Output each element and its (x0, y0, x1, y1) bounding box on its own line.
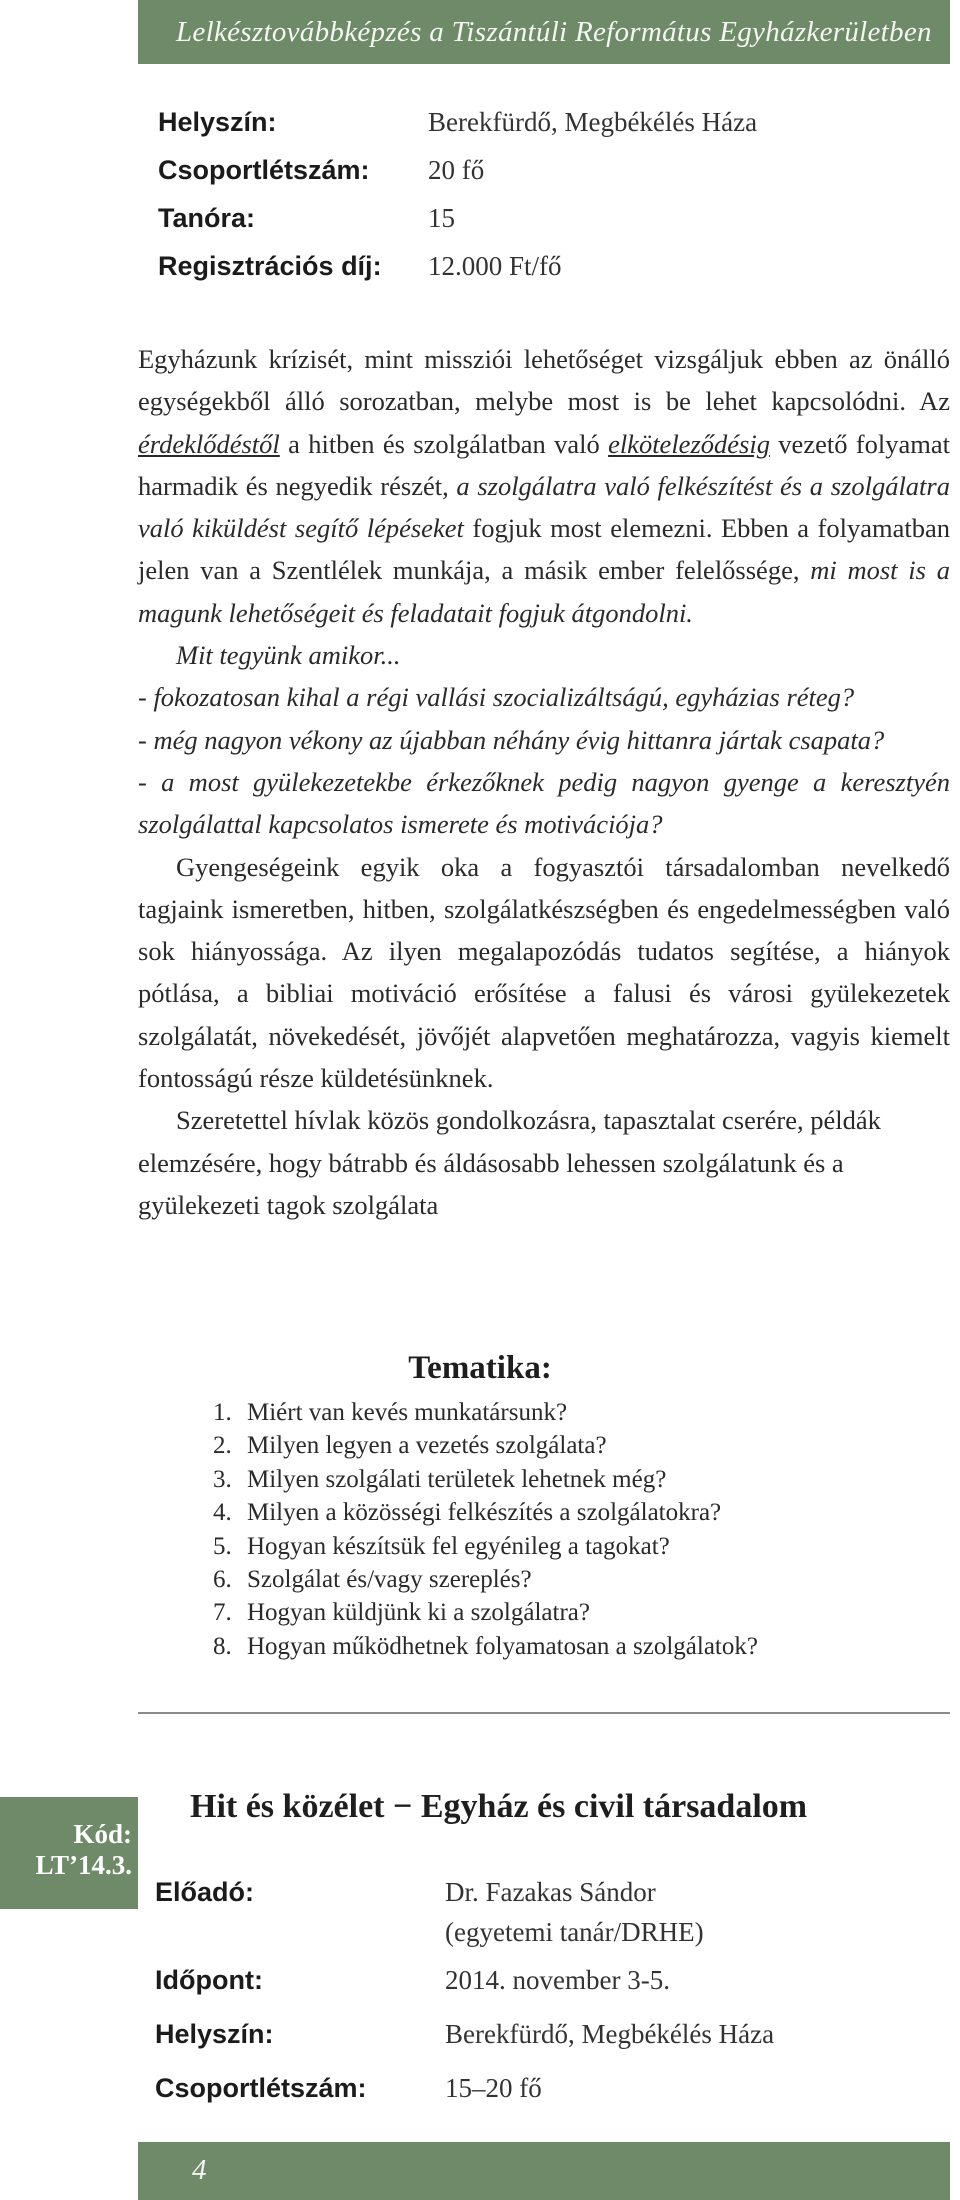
question-1: - fokozatosan kihal a régi vallási szocializáltságú, egyházias réteg? (138, 682, 855, 713)
fee-value: 12.000 Ft/fő (428, 251, 562, 281)
header-band (138, 0, 950, 64)
fee-label: Regisztrációs díj: (158, 251, 382, 281)
hours-row (158, 194, 757, 242)
list-item-number: 6. (213, 1566, 232, 1594)
group-size-value: 20 fő (428, 155, 485, 185)
questions-intro: Mit tegyünk amikor... (176, 640, 401, 671)
list-item (213, 1429, 758, 1462)
list-item-number: 5. (213, 1532, 232, 1560)
page-number: 4 (192, 2154, 207, 2186)
course-group-value: 15–20 fő (445, 2073, 542, 2103)
course-code-label: Kód: (73, 1819, 132, 1849)
list-item (213, 1530, 758, 1563)
list-item (213, 1596, 758, 1629)
invitation-paragraph: Szeretettel hívlak közös gondolkozásra, tapasztalat cserére, példák elemzésére, hogy bátrabb és áldásosabb lehessen szolgálatunk és a gyülekezeti tagok szolgálata (138, 1105, 881, 1220)
event-info-table (158, 98, 757, 290)
intro-emphasis-steps: a szolgálatra való felkészítést és a szolgálatra való kiküldést segítő lépéseket (138, 470, 950, 544)
presenter-row (155, 1872, 774, 1952)
presenter-label: Előadó: (155, 1877, 254, 1907)
date-value: 2014. november 3-5. (445, 1965, 670, 1995)
header-title: Lelkésztovábbképzés a Tiszántúli Református Egyházkerületben (176, 16, 932, 48)
date-row (155, 1960, 774, 2000)
list-item-number: 7. (213, 1599, 232, 1627)
list-item-number: 3. (213, 1465, 232, 1493)
intro-text-g: fogjuk most elemezni. Ebben a folyamatban jelen van a Szentlélek munkája, a másik ember felelőssége, (138, 513, 950, 586)
intro-text-e: vezető folyamat harmadik és negyedik részét, (138, 428, 950, 501)
topics-list (213, 1396, 758, 1663)
intro-emphasis-commitment: elköteleződésig (608, 428, 770, 459)
topics-title: Tematika: (408, 1350, 552, 1386)
list-item-text: Milyen legyen a vezetés szolgálata? (247, 1432, 607, 1460)
intro-text-a: Egyházunk krízisét, mint missziói lehetőséget vizsgáljuk ebben az önálló egységekből álló sorozatban, melybe most is be lehet kapcsolódni. Az (138, 344, 950, 417)
list-item (213, 1630, 758, 1663)
group-size-row (158, 146, 757, 194)
presenter-role: (egyetemi tanár/DRHE) (445, 1917, 704, 1947)
course-group-row (155, 2068, 774, 2108)
list-item (213, 1563, 758, 1596)
course-title: Hit és közélet − Egyház és civil társadalom (190, 1788, 808, 1825)
list-item-text: Miért van kevés munkatársunk? (247, 1399, 568, 1426)
course-location-value: Berekfürdő, Megbékélés Háza (445, 2019, 775, 2049)
list-item-number: 1. (213, 1399, 232, 1426)
list-item (213, 1496, 758, 1529)
fee-row (158, 242, 757, 290)
hours-label: Tanóra: (158, 203, 256, 233)
list-item-number: 4. (213, 1499, 232, 1527)
intro-text (138, 338, 950, 1226)
list-item-text: Hogyan készítsük fel egyénileg a tagokat? (247, 1532, 670, 1560)
footer-band (138, 2142, 950, 2200)
weakness-paragraph: Gyengeségeink egyik oka a fogyasztói társadalomban nevelkedő tagjaink ismeretben, hitben, szolgálatkészségben és engedelmességben való sok hiányossága. Az ilyen megalapozódás tudatos segítése, a hiányok pótlása, a bibliai motiváció erősítése a falusi és városi gyülekezetek szolgálatát, növekedését, jövőjét alapvetően meghatározza, vagyis kiemelt fontosságú része küldetésünknek. (138, 851, 950, 1094)
intro-text-c: a hitben és szolgálatban való (279, 428, 609, 459)
course-code-value: LT’14.3. (35, 1850, 132, 1880)
course-group-label: Csoportlétszám: (155, 2073, 367, 2103)
intro-emphasis-interest: érdeklődéstől (138, 428, 280, 459)
course-location-row (155, 2014, 774, 2054)
group-size-label: Csoportlétszám: (158, 155, 370, 185)
section-divider (138, 1712, 950, 1714)
list-item (213, 1463, 758, 1496)
presenter-name: Dr. Fazakas Sándor (445, 1877, 656, 1907)
list-item (213, 1396, 758, 1429)
location-value: Berekfürdő, Megbékélés Háza (428, 107, 758, 137)
presenter-value (445, 1872, 704, 1952)
intro-emphasis-reflection: mi most is a magunk lehetőségeit és feladatait fogjuk átgondolni. (138, 555, 950, 628)
list-item-text: Szolgálat és/vagy szereplés? (247, 1566, 532, 1594)
question-3: - a most gyülekezetekbe érkezőknek pedig nagyon gyenge a keresztyén szolgálattal kapcsolatos ismerete és motivációja? (138, 766, 950, 840)
hours-value: 15 (428, 203, 455, 233)
list-item-text: Milyen szolgálati területek lehetnek még? (247, 1465, 667, 1493)
list-item-text: Hogyan működhetnek folyamatosan a szolgálatok? (247, 1632, 758, 1660)
intro-paragraph (138, 338, 950, 634)
course-code-box (0, 1797, 138, 1909)
list-item-number: 8. (213, 1632, 232, 1660)
course-info-table (155, 1872, 774, 2108)
list-item-text: Milyen a közösségi felkészítés a szolgálatokra? (247, 1499, 722, 1527)
date-label: Időpont: (155, 1965, 263, 1995)
list-item-number: 2. (213, 1432, 232, 1460)
question-2: - még nagyon vékony az újabban néhány évig hittanra jártak csapata? (138, 724, 885, 755)
location-row (158, 98, 757, 146)
location-label: Helyszín: (158, 107, 277, 137)
course-location-label: Helyszín: (155, 2019, 274, 2049)
list-item-text: Hogyan küldjünk ki a szolgálatra? (247, 1599, 590, 1627)
